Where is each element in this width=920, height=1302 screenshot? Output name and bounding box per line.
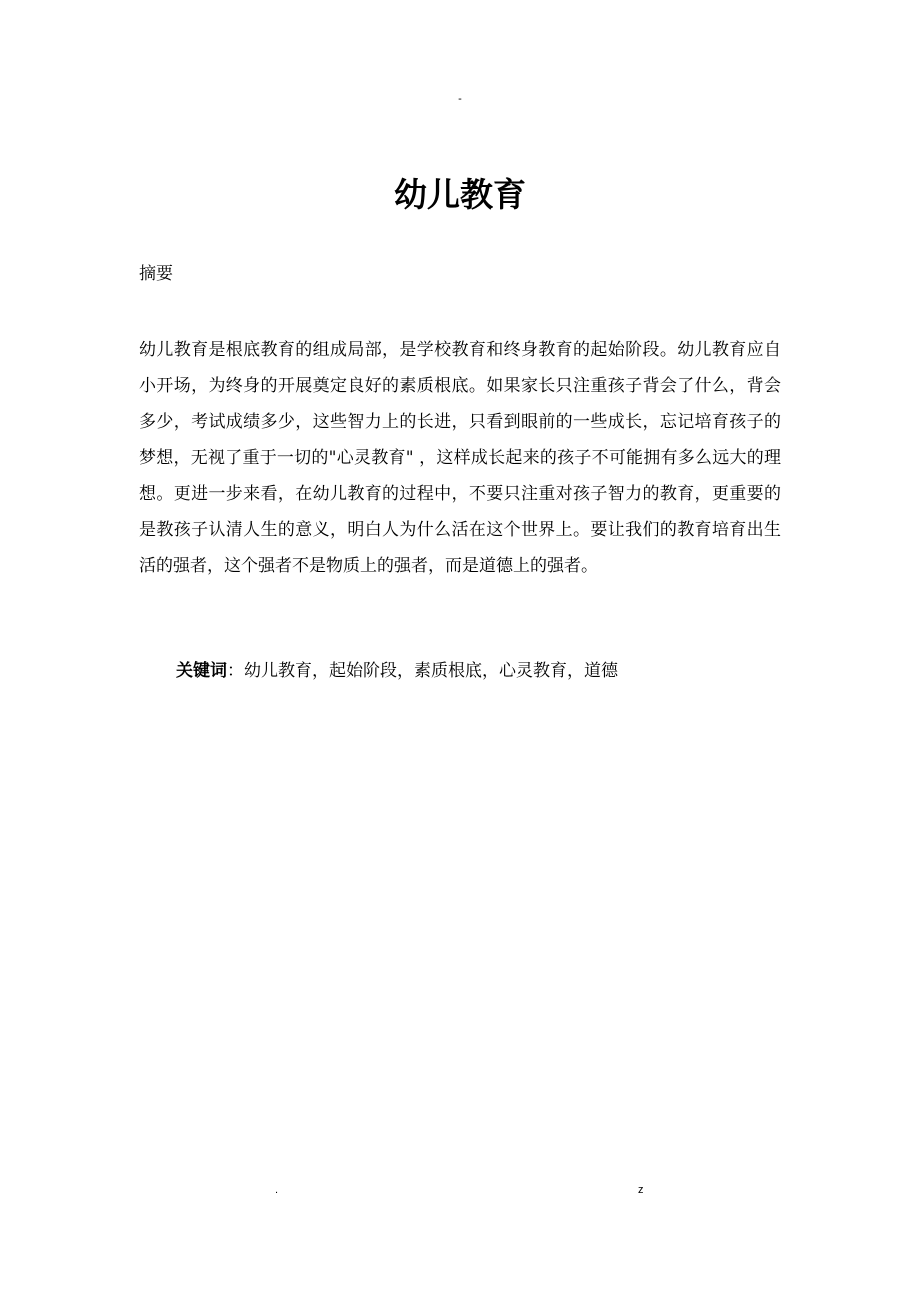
keywords-line <box>176 656 781 686</box>
abstract-body: 幼儿教育是根底教育的组成局部，是学校教育和终身教育的起始阶段。幼儿教育应自小开场，为终身的开展奠定良好的素质根底。如果家长只注重孩子背会了什么，背会多少，考试成绩多少，这些智力上的长进，只看到眼前的一些成长，忘记培育孩子的梦想，无视了重于一切的"心灵教育" ，这样成长起来的孩子不可能拥有多么远大的理想。更进一步来看，在幼儿教育的过程中，不要只注重对孩子智力的教育，更重要的是教孩子认清人生的意义，明白人为什么活在这个世界上。要让我们的教育培育出生活的强者，这个强者不是物质上的强者，而是道德上的强者。 <box>139 340 781 576</box>
keywords-text: 幼儿教育，起始阶段，素质根底，心灵教育，道德 <box>244 661 618 681</box>
keywords-separator: ： <box>227 661 244 681</box>
document-title: 幼儿教育 <box>394 175 526 214</box>
abstract-heading: 摘要 <box>139 264 173 284</box>
keywords-label: 关键词 <box>176 661 227 681</box>
header-mark: - <box>458 93 462 105</box>
footer-right-mark: z <box>638 1184 644 1196</box>
footer-left-mark: . <box>275 1184 279 1196</box>
